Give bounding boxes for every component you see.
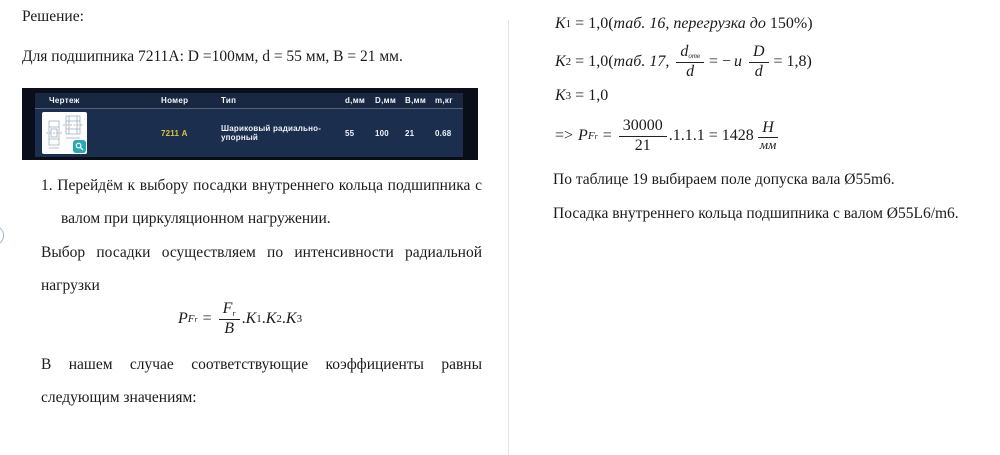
bearing-table-image <box>22 88 478 160</box>
bearing-m-value: 0.68 <box>435 128 452 138</box>
bearing-number[interactable]: 7211 А <box>161 128 188 138</box>
bearing-B-value: 21 <box>405 128 415 138</box>
k1-formula: K 1 = 1,0( таб. 16, перегрузка до 150%) <box>555 15 813 32</box>
fraction-dotv-d: $\frac{\text{dотв}}{d}$ <box>676 43 704 81</box>
fraction-Fr-B: $\frac{Fr}{B}$ <box>219 300 240 338</box>
k3-formula: K 3 = 1,0 <box>555 87 609 104</box>
bearing-type: Шариковый радиально-упорный <box>221 124 322 142</box>
col-header-B: В,мм <box>405 96 427 105</box>
col-header-number: Номер <box>161 96 189 105</box>
bearing-D-value: 100 <box>375 128 389 138</box>
bearing-d-value: 55 <box>345 128 355 138</box>
formula-P: P <box>178 310 188 327</box>
result-formula: => P F r = $\frac{30000}{21}$ .1.1.1 = 1428 $\frac{Н}{мм}$ <box>555 112 782 160</box>
bearing-params-line: Для подшипника 7211А: D =100мм, d = 55 мм, В = 21 мм. <box>22 48 403 65</box>
column-divider <box>508 20 509 455</box>
col-header-m: m,кг <box>435 96 453 105</box>
col-header-drawing: Чертеж <box>49 96 80 105</box>
col-header-type: Тип <box>221 96 237 105</box>
k2-formula: K 2 = 1,0( таб. 17, $\frac{\text{dотв}}{d}$ = − и $\frac{D}{d}$ = 1,8) <box>555 43 812 80</box>
bearing-drawing-thumbnail[interactable] <box>42 112 87 154</box>
floating-widget-fragment[interactable] <box>0 225 4 246</box>
fraction-N-mm: $\frac{Н}{мм}$ <box>759 118 777 153</box>
col-header-d: d,мм <box>345 96 366 105</box>
table-row[interactable] <box>35 109 463 157</box>
fit-line: Посадка внутреннего кольца подшипника с валом Ø55L6/m6. <box>553 205 959 222</box>
fraction-D-d: $\frac{D}{d}$ <box>749 43 769 81</box>
list-item-fit-selection: 1. Перейдём к выбору посадки внутреннего кольца подшипника с валом при циркуляционном нагружении. <box>41 177 482 227</box>
tolerance-field-line: По таблице 19 выбираем поле допуска вала Ø55m6. <box>553 171 895 188</box>
bearing-table <box>35 93 463 157</box>
col-header-D: D,мм <box>375 96 397 105</box>
paragraph-intensity: Выбор посадки осуществляем по интенсивности радиальной нагрузки <box>41 244 482 294</box>
load-intensity-formula: P F r = $\frac{Fr}{B}$ . K 1 . K 2 . K 3 <box>178 300 303 337</box>
fraction-30000-21: $\frac{30000}{21}$ <box>619 117 667 155</box>
magnifier-icon[interactable] <box>73 140 86 153</box>
bearing-table-header <box>35 93 463 109</box>
solution-heading: Решение: <box>22 8 84 25</box>
paragraph-coefficients: В нашем случае соответствующие коэффициенты равны следующим значениям: <box>41 356 482 406</box>
